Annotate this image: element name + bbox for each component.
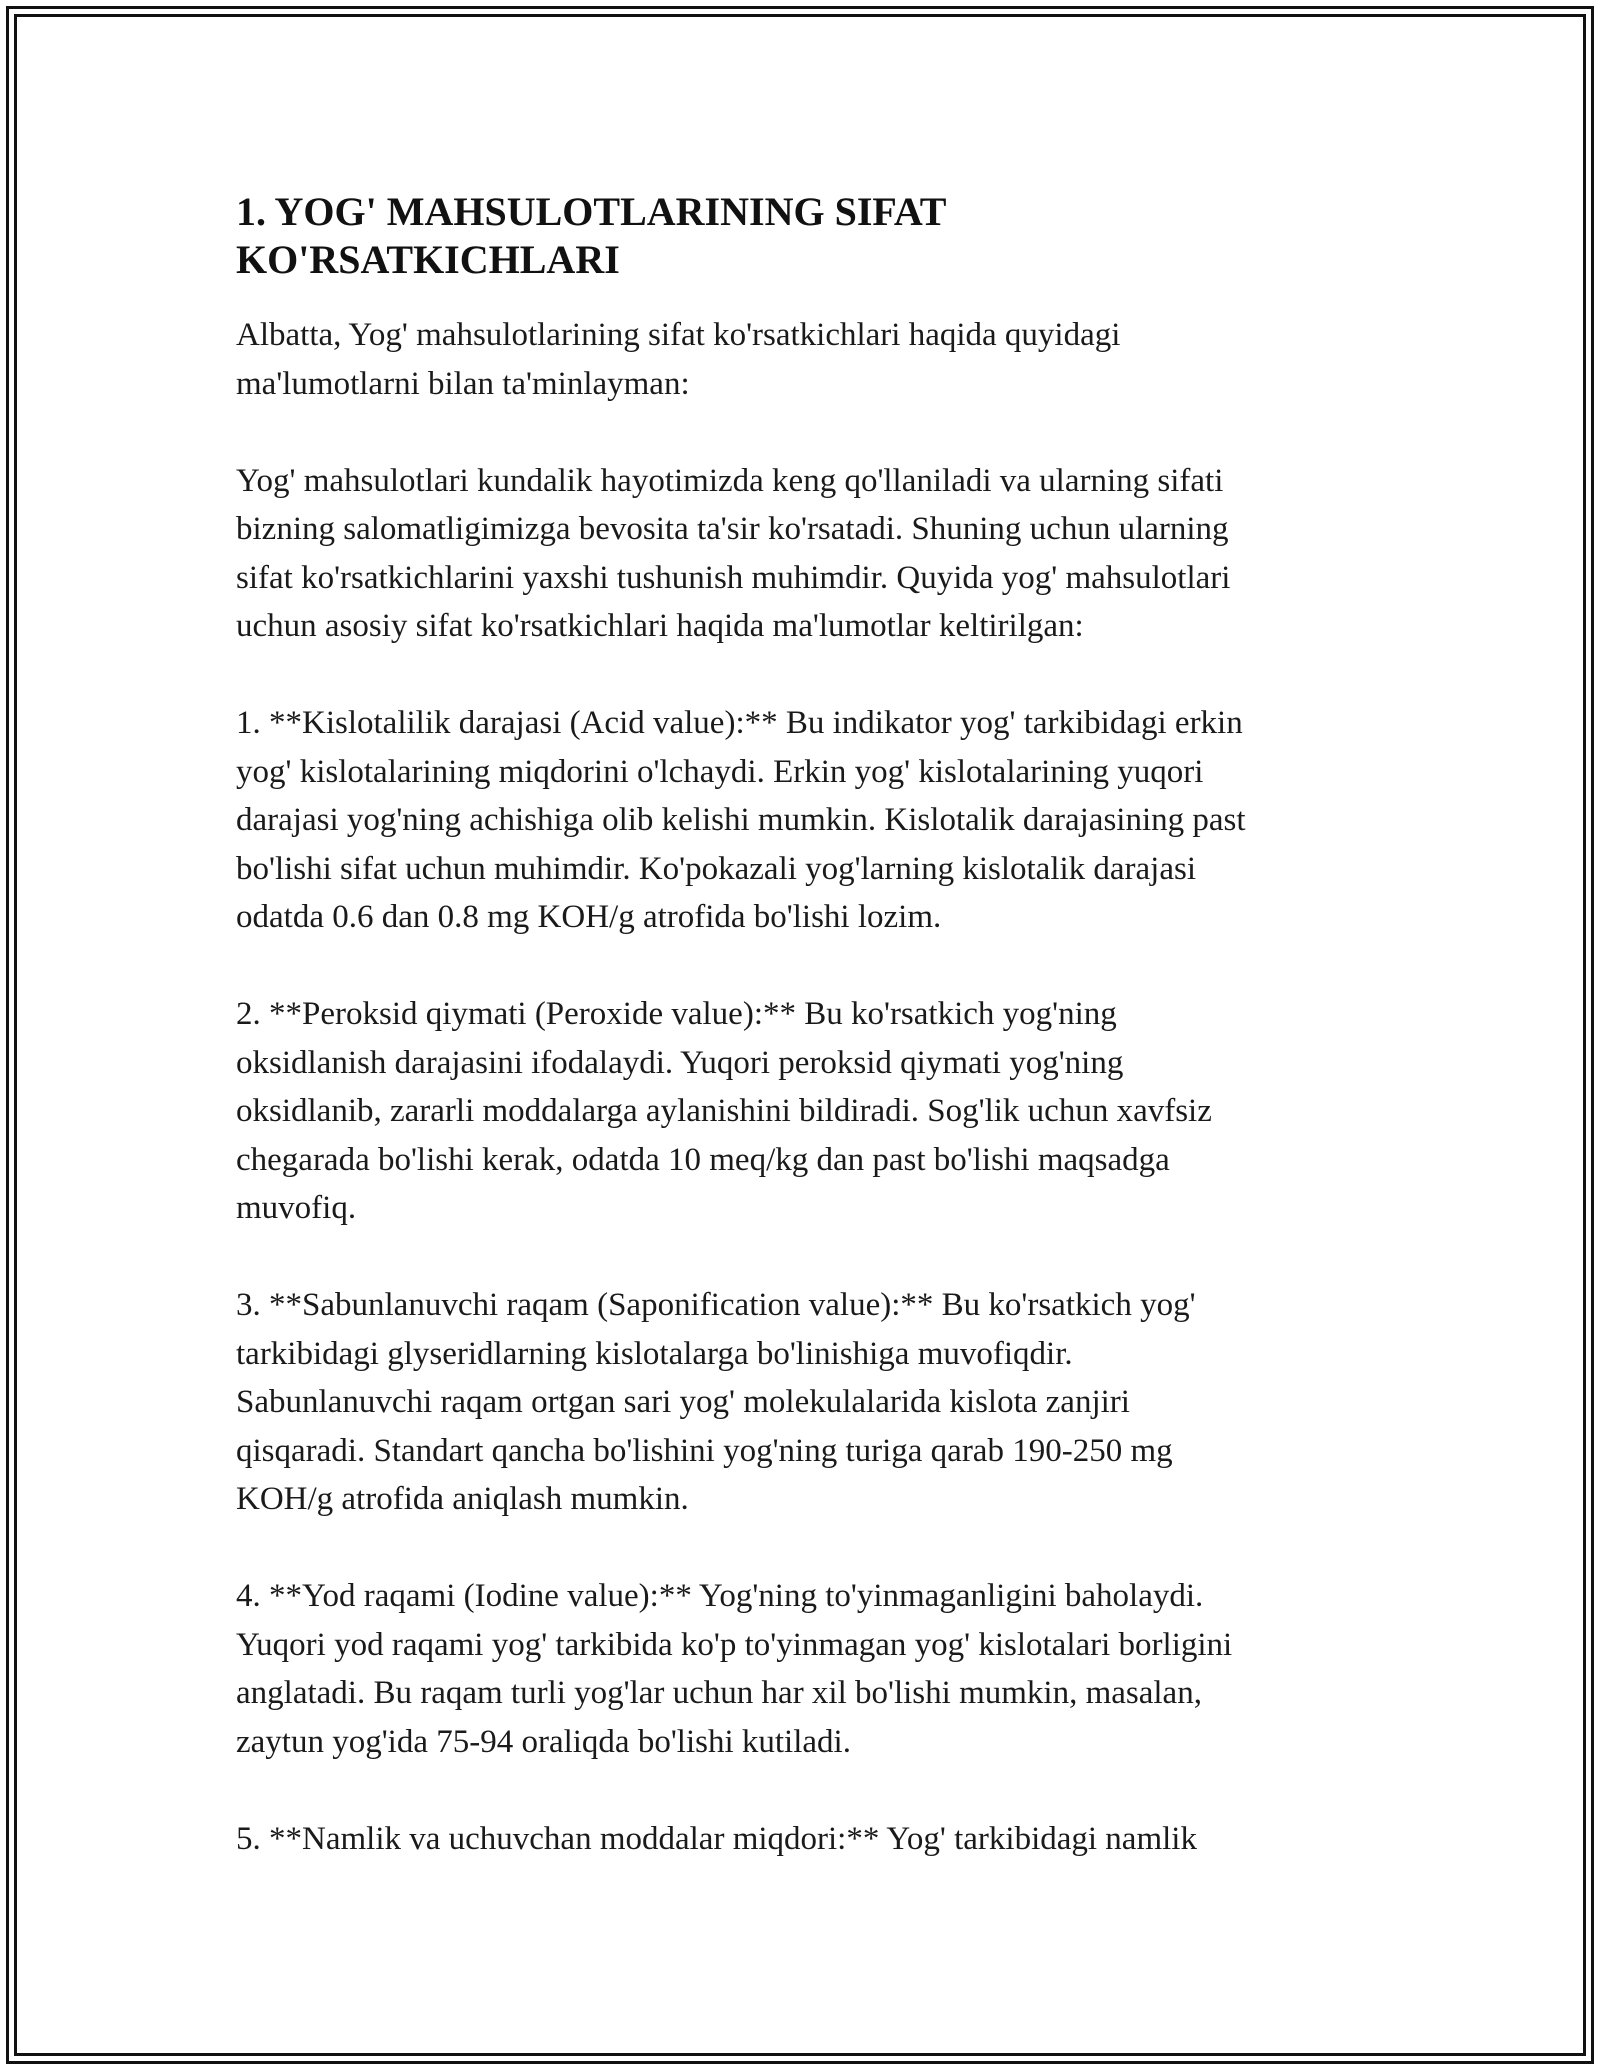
- intro-paragraph: Albatta, Yog' mahsulotlarining sifat ko'rsatkichlari haqida quyidagi ma'lumotlarni bilan ta'minlayman:: [236, 317, 1121, 402]
- saponification-value-paragraph: 3. **Sabunlanuvchi raqam (Saponification value):** Bu ko'rsatkich yog' tarkibidagi glyseridlarning kislotalarga bo'linishiga muvofiqdir. Sabunlanuvchi raqam ortgan sari yog' molekulalarida kislota zanjiri qisqaradi. Standart qancha bo'lishini yog'ning turiga qarab 190-250 mg KOH/g atrofida aniqlash mumkin.: [236, 1287, 1196, 1517]
- iodine-value-paragraph: 4. **Yod raqami (Iodine value):** Yog'ning to'yinmaganligini baholaydi. Yuqori yod raqami yog' tarkibida ko'p to'yinmagan yog' kislotalari borligini anglatadi. Bu raqam turli yog'lar uchun har xil bo'lishi mumkin, masalan, zaytun yog'ida 75-94 oraliqda bo'lishi kutiladi.: [236, 1578, 1233, 1760]
- moisture-paragraph: 5. **Namlik va uchuvchan moddalar miqdori:** Yog' tarkibidagi namlik: [236, 1820, 1197, 1857]
- acid-value-paragraph: 1. **Kislotalilik darajasi (Acid value):** Bu indikator yog' tarkibidagi erkin yog' kislotalarining miqdorini o'lchaydi. Erkin yog' kislotalarining yuqori darajasi yog'ning achishiga olib kelishi mumkin. Kislotalik darajasining past bo'lishi sifat uchun muhimdir. Ko'pokazali yog'larning kislotalik darajasi odatda 0.6 dan 0.8 mg KOH/g atrofida bo'lishi lozim.: [236, 705, 1246, 935]
- document-title: 1. YOG' MAHSULOTLARINING SIFAT KO'RSATKICHLARI: [236, 189, 947, 282]
- document-page: [236, 188, 1366, 1863]
- overview-paragraph: Yog' mahsulotlari kundalik hayotimizda keng qo'llaniladi va ularning sifati bizning salomatligimizga bevosita ta'sir ko'rsatadi. Shuning uchun ularning sifat ko'rsatkichlarini yaxshi tushunish muhimdir. Quyida yog' mahsulotlari uchun asosiy sifat ko'rsatkichlari haqida ma'lumotlar keltirilgan:: [236, 462, 1231, 644]
- peroxide-value-paragraph: 2. **Peroksid qiymati (Peroxide value):** Bu ko'rsatkich yog'ning oksidlanish darajasini ifodalaydi. Yuqori peroksid qiymati yog'ning oksidlanib, zararli moddalarga aylanishini bildiradi. Sog'lik uchun xavfsiz chegarada bo'lishi kerak, odatda 10 meq/kg dan past bo'lishi maqsadga muvofiq.: [236, 996, 1212, 1226]
